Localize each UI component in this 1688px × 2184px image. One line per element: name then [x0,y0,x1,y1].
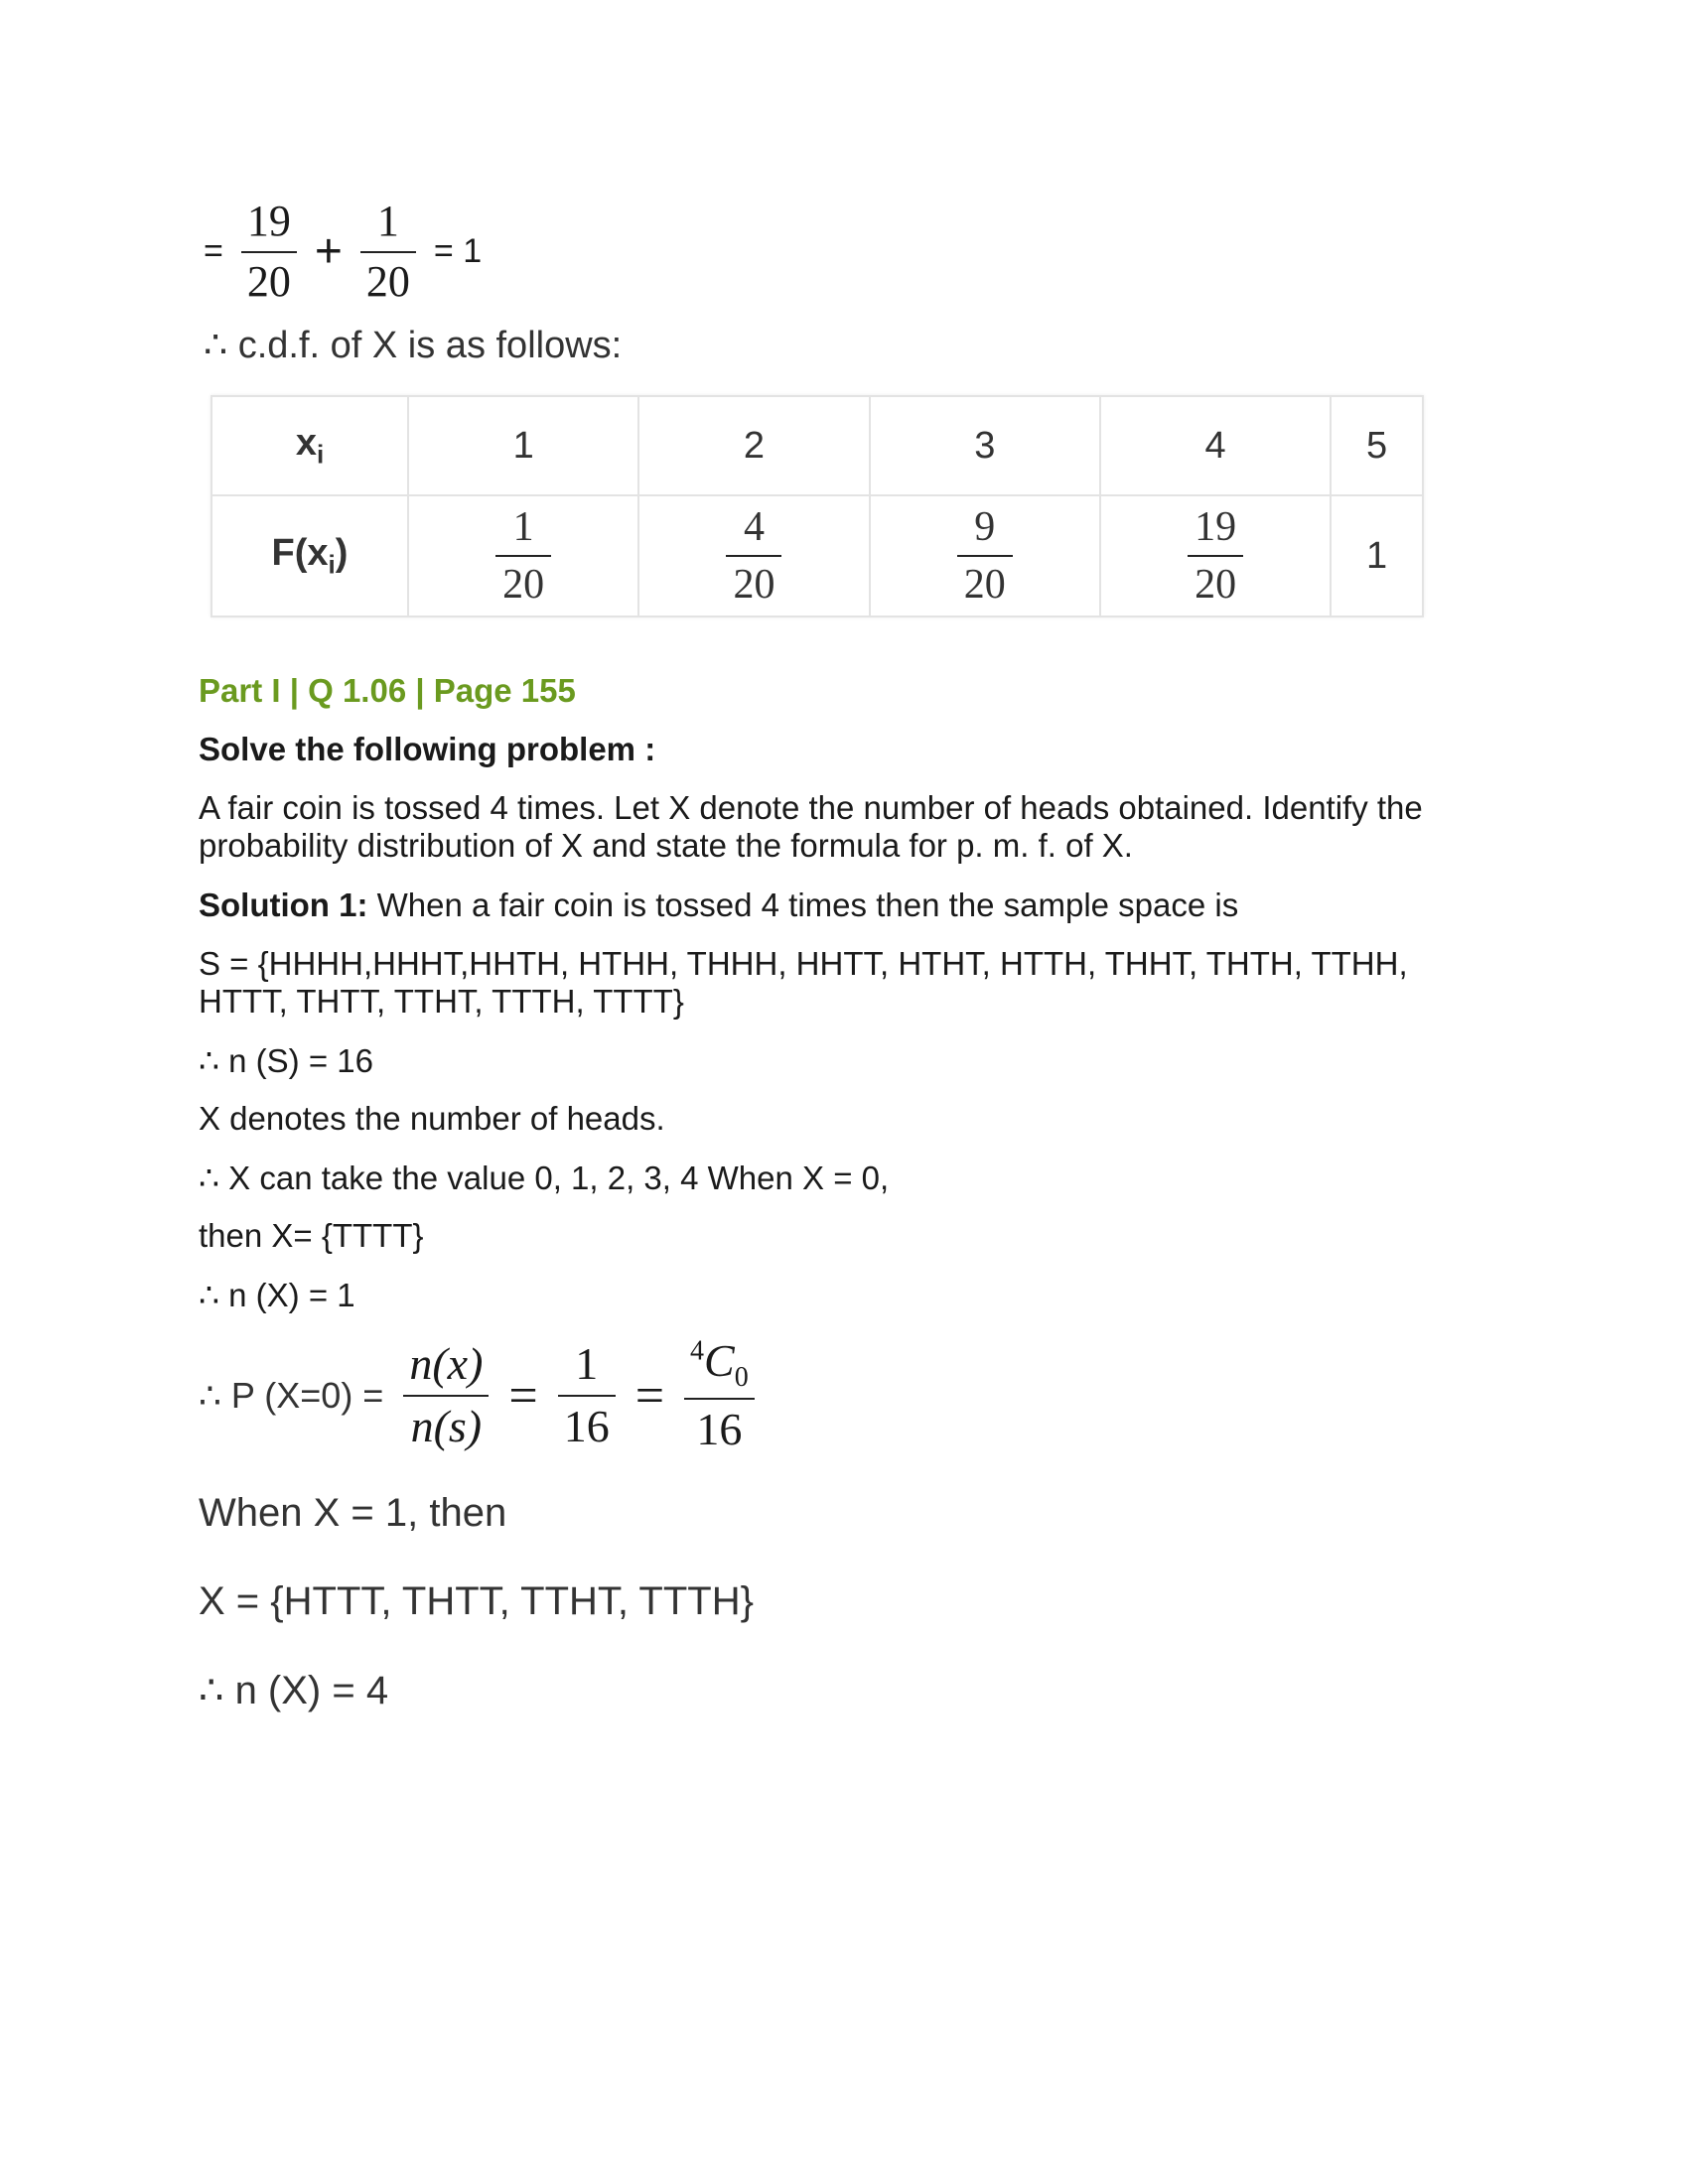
when-x-1-line: When X = 1, then [199,1491,507,1535]
fraction-19-20: $\frac{19}{20}$ [241,197,297,307]
n-s-line: ∴ n (S) = 16 [199,1042,373,1079]
equals-sign: = [634,1367,665,1425]
F-value-cell: $\frac{19}{20}$ [1100,495,1331,616]
fraction-nx-ns: $\frac{n(x)}{n(s)}$ [403,1338,489,1453]
table-row-x [211,396,1423,495]
x-value-cell: 2 [638,396,869,495]
equation-result: = 1 [433,232,483,271]
problem-statement: A fair coin is tossed 4 times. Let X denote the number of heads obtained. Identify the probability distribution of X and state the formula for p. m. f. of X. [199,789,1423,864]
F-value-cell: 1 [1331,495,1423,616]
solution-label: Solution 1: [199,887,368,923]
n-x-4-line: ∴ n (X) = 4 [199,1669,389,1712]
x-value-cell: 1 [408,396,638,495]
x-value-cell: 4 [1100,396,1331,495]
F-value-cell: $\frac{9}{20}$ [870,495,1100,616]
F-value-cell: $\frac{1}{20}$ [408,495,638,616]
n-x-1-line: ∴ n (X) = 1 [199,1277,355,1313]
fraction-4c0-16: $\frac{^4C_0}{16}$ [684,1335,755,1456]
probability-equation [199,1335,755,1456]
solution-text: When a fair coin is tossed 4 times then the sample space is [367,887,1239,923]
cdf-table [211,395,1424,617]
x-definition: X denotes the number of heads. [199,1100,665,1137]
x-value-cell: 5 [1331,396,1423,495]
header-xi: $x_i$ [211,396,408,495]
equals-sign: = [508,1367,538,1425]
x-one-set: X = {HTTT, THTT, TTHT, TTTH} [199,1579,754,1623]
sum-equation [204,197,482,307]
x-value-cell: 3 [870,396,1100,495]
probability-lead: ∴ P (X=0) = [199,1375,384,1417]
table-row-F [211,495,1423,616]
solution-intro [199,887,1238,924]
problem-heading: Solve the following problem : [199,731,656,767]
question-reference-heading: Part I | Q 1.06 | Page 155 [199,672,576,709]
header-F-xi: $F(x_i)$ [211,495,408,616]
sample-space: S = {HHHH,HHHT,HHTH, HTHH, THHH, HHTT, HTHT, HTTH, THHT, THTH, TTHH, HTTT, THTT, TTHT, TTTH, TTTT} [199,945,1408,1020]
equals-sign: = [204,232,223,271]
fraction-1-20: $\frac{1}{20}$ [360,197,416,307]
x-values-line: ∴ X can take the value 0, 1, 2, 3, 4 When X = 0, [199,1160,890,1196]
F-value-cell: $\frac{4}{20}$ [638,495,869,616]
fraction-1-16: $\frac{1}{16}$ [558,1338,616,1453]
plus-sign: + [314,225,343,279]
x-zero-set: then X= {TTTT} [199,1217,424,1254]
cdf-intro-text: ∴ c.d.f. of X is as follows: [204,325,623,366]
